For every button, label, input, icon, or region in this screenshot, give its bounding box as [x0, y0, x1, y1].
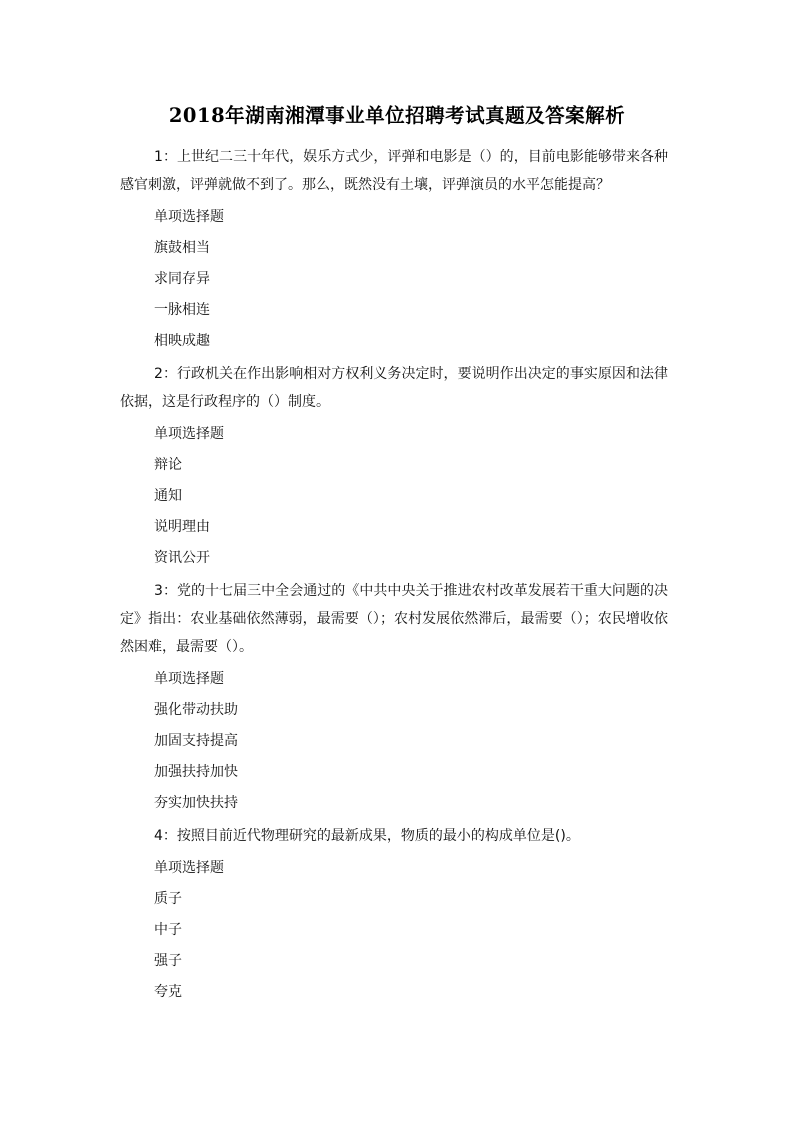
- question-1: [120, 143, 668, 354]
- question-type-label: 单项选择题: [154, 860, 224, 876]
- question-type-label: 单项选择题: [154, 426, 224, 442]
- answer-option: 加固支持提高: [154, 733, 238, 749]
- answer-option: 夸克: [154, 984, 182, 1000]
- answer-option: 强子: [154, 953, 182, 969]
- question-list: [120, 143, 668, 1011]
- answer-option: 夯实加快扶持: [154, 795, 238, 811]
- answer-option: 强化带动扶助: [154, 702, 238, 718]
- answer-option: 说明理由: [154, 519, 210, 535]
- question-type-label: 单项选择题: [154, 209, 224, 225]
- question-3: [120, 577, 668, 816]
- question-type-label: 单项选择题: [154, 671, 224, 687]
- answer-option: 相映成趣: [154, 333, 210, 349]
- answer-option: 质子: [154, 891, 182, 907]
- answer-option: 旗鼓相当: [154, 240, 210, 256]
- answer-option: 一脉相连: [154, 302, 210, 318]
- question-2: [120, 360, 668, 571]
- question-4: [120, 822, 668, 1005]
- question-stem: 3：党的十七届三中全会通过的《中共中央关于推进农村改革发展若干重大问题的决定》指出：农业基础依然薄弱，最需要（）；农村发展依然滞后，最需要（）；农民增收依然困难，最需要（）。: [120, 583, 668, 655]
- question-stem: 1：上世纪二三十年代，娱乐方式少，评弹和电影是（）的，目前电影能够带来各种感官刺激，评弹就做不到了。那么，既然没有土壤，评弹演员的水平怎能提高？: [120, 149, 668, 193]
- question-stem: 4：按照目前近代物理研究的最新成果，物质的最小的构成单位是()。: [154, 828, 580, 844]
- answer-option: 加强扶持加快: [154, 764, 238, 780]
- answer-option: 资讯公开: [154, 550, 210, 566]
- answer-option: 求同存异: [154, 271, 210, 287]
- answer-option: 中子: [154, 922, 182, 938]
- document-title: 2018年湖南湘潭事业单位招聘考试真题及答案解析: [168, 104, 626, 127]
- answer-option: 通知: [154, 488, 182, 504]
- answer-option: 辩论: [154, 457, 182, 473]
- question-stem: 2：行政机关在作出影响相对方权利义务决定时，要说明作出决定的事实原因和法律依据，这是行政程序的（）制度。: [120, 366, 668, 410]
